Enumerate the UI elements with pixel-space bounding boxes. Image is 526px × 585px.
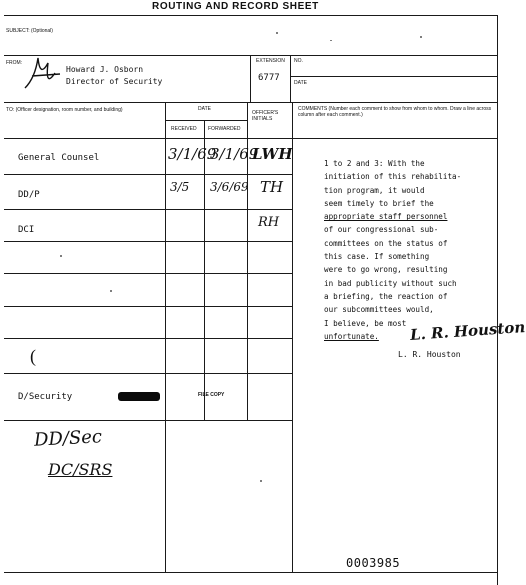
extension-value: 6777: [258, 73, 280, 83]
row-line-9: [4, 572, 498, 573]
row-line-4: [4, 273, 292, 274]
row-mark-paren: (: [30, 346, 36, 366]
row-line-5: [4, 306, 292, 307]
routing-forwarded-2: 3/6/69: [210, 180, 249, 194]
comment-block: [324, 157, 494, 343]
row-line-8: [4, 420, 292, 421]
from-title: Director of Security: [66, 77, 163, 86]
comment-line: our subcommittees would,: [324, 305, 434, 315]
routing-to-1: General Counsel: [18, 153, 100, 163]
routing-initials-1: LWH: [252, 145, 293, 163]
comment-line: of our congressional sub-: [324, 225, 439, 235]
to-label: TO: (Officer designation, room number, and building): [6, 107, 123, 113]
routing-initials-2: TH: [260, 178, 284, 196]
date-label: DATE: [294, 80, 307, 86]
frame-top: [4, 15, 498, 16]
comments-label: COMMENTS (Number each comment to show from whom to whom. Draw a line across column after each comment.): [298, 106, 492, 118]
routing-received-2: 3/5: [170, 180, 190, 194]
comment-line: initiation of this rehabilita-: [324, 172, 462, 182]
row-line-3: [4, 241, 292, 242]
comment-line: this case. If something: [324, 252, 430, 262]
scan-speck: [276, 32, 278, 34]
routing-to-8: D/Security: [18, 392, 73, 402]
from-label: FROM:: [6, 60, 23, 66]
col-received-right: [204, 120, 205, 420]
routing-initials-3: RH: [258, 215, 280, 230]
row-line-2: [4, 209, 292, 210]
document-number: 0003985: [346, 556, 401, 570]
from-bottom: [4, 102, 498, 103]
redaction-bar: [118, 392, 160, 401]
date-subdivider: [165, 120, 247, 121]
comment-line: a briefing, the reaction of: [324, 291, 448, 301]
comment-line: tion program, it would: [324, 185, 425, 195]
frame-right: [497, 15, 498, 585]
forwarded-label: FORWARDED: [208, 126, 241, 132]
no-label: NO.: [294, 58, 303, 64]
col-to-right: [165, 102, 166, 572]
row-line-6: [4, 338, 292, 339]
no-vline: [290, 55, 291, 102]
comment-line: committees on the status of: [324, 238, 448, 248]
comment-line: I believe, be most: [324, 318, 407, 328]
header-bottom: [4, 138, 498, 139]
form-title: ROUTING AND RECORD SHEET: [152, 1, 319, 12]
row-line-1: [4, 174, 292, 175]
signature: L. R. Houston: [409, 318, 526, 344]
received-label: RECEIVED: [171, 126, 197, 132]
scan-speck: [330, 40, 332, 41]
scan-speck: [420, 36, 422, 38]
routing-to-2: DD/P: [18, 190, 40, 200]
scan-speck: [110, 290, 112, 292]
handwritten-note-2: DC/SRS: [48, 460, 113, 479]
routing-to-3: DCI: [18, 225, 35, 235]
extension-label: EXTENSION: [256, 58, 285, 64]
comment-line: in bad publicity without such: [324, 278, 457, 288]
no-date-divider: [290, 76, 498, 77]
col-initials-right: [292, 102, 293, 572]
comment-line: were to go wrong, resulting: [324, 265, 448, 275]
ext-vline: [250, 55, 251, 102]
row-line-7: [4, 373, 292, 374]
from-name: Howard J. Osborn: [66, 65, 144, 74]
date-col-label: DATE: [198, 106, 211, 112]
comment-line: 1 to 2 and 3: With the: [324, 159, 425, 168]
routing-forwarded-1: 3/​1/69: [210, 145, 259, 163]
comment-line: unfortunate.: [324, 331, 379, 341]
from-scribble: [20, 48, 80, 98]
scan-speck: [60, 255, 62, 257]
scan-speck: [260, 480, 262, 482]
routing-received-1: 3/​1/69: [168, 145, 217, 163]
subject-label: SUBJECT: (Optional): [6, 28, 53, 34]
comment-line: appropriate staff personnel: [324, 212, 448, 222]
handwritten-note-1: DD/Sec: [33, 426, 103, 451]
row-stamp: FILE COPY: [198, 392, 225, 398]
comment-line: seem timely to brief the: [324, 198, 434, 208]
initials-label: OFFICER'S INITIALS: [252, 110, 279, 122]
signer-name: L. R. Houston: [398, 350, 461, 359]
